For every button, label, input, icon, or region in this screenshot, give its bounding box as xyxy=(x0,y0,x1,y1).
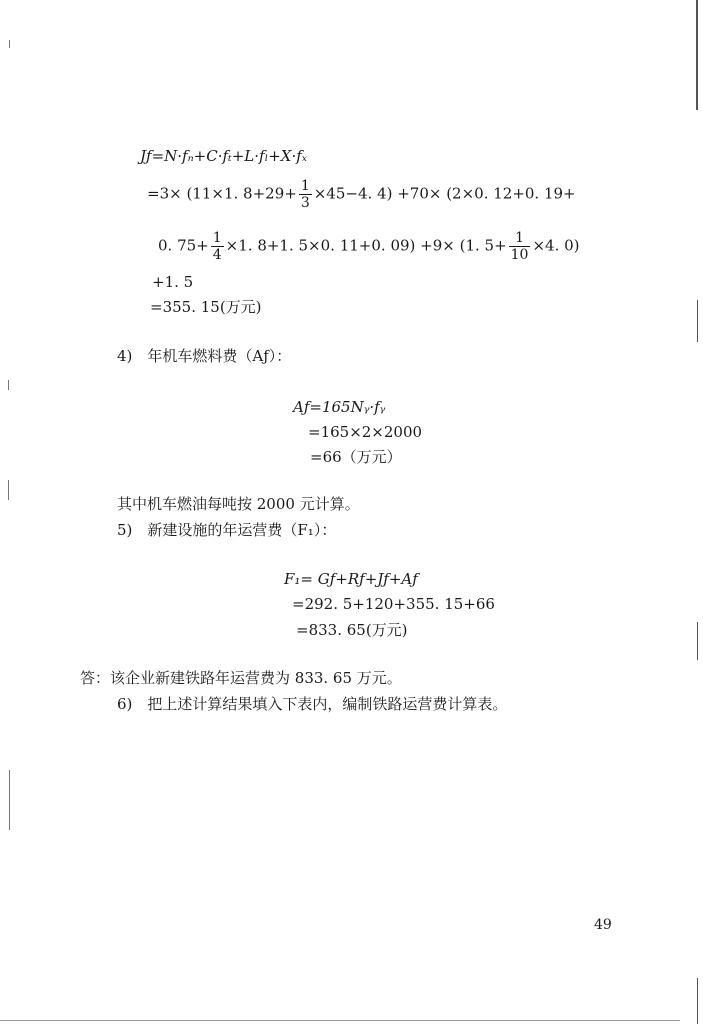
fraction-denominator: 10 xyxy=(510,247,529,263)
section-5-heading: 5) 新建设施的年运营费（F₁）： xyxy=(117,521,337,539)
section-4-step: =165×2×2000 xyxy=(308,423,423,441)
jf-line2-mid: ×1. 8+1. 5×0. 11+0. 09) +9× (1. 5+ xyxy=(225,236,507,255)
scan-edge-mark xyxy=(697,622,698,660)
section-4-result: =66（万元） xyxy=(310,448,402,466)
scan-speck xyxy=(8,480,9,500)
item-6-text: 6) 把上述计算结果填入下表内，编制铁路运营费计算表。 xyxy=(117,695,508,713)
fraction-one-quarter xyxy=(211,230,224,263)
section-5-result: =833. 65(万元) xyxy=(296,621,408,639)
page-number: 49 xyxy=(594,917,612,933)
jf-line1-post: ×45−4. 4) +70× (2×0. 12+0. 19+ xyxy=(313,184,576,203)
jf-result: =355. 15(万元) xyxy=(150,298,262,316)
section-4-formula: Aƒ=165Nᵧ·fᵧ xyxy=(293,398,386,416)
section-4-heading: 4) 年机车燃料费（Aƒ）： xyxy=(117,347,292,365)
scan-speck xyxy=(9,40,10,48)
fraction-denominator: 3 xyxy=(300,195,310,211)
fraction-numerator: 1 xyxy=(212,230,222,246)
jf-line2-pre: 0. 75+ xyxy=(158,236,209,255)
jf-line2-post: ×4. 0) xyxy=(532,236,580,255)
fraction-one-third xyxy=(299,178,312,211)
jf-formula: Jƒ=N·fₙ+C·fₜ+L·fₗ+X·fₓ xyxy=(140,147,308,165)
scan-speck xyxy=(8,380,9,390)
section-5-step: =292. 5+120+355. 15+66 xyxy=(292,595,495,613)
jf-expansion-line-1 xyxy=(147,178,576,211)
fraction-one-tenth xyxy=(509,230,531,263)
section-5-formula: F₁= Gƒ+Rƒ+Jƒ+Aƒ xyxy=(284,570,418,588)
answer-text: 答：该企业新建铁路年运营费为 833. 65 万元。 xyxy=(80,669,402,687)
fraction-numerator: 1 xyxy=(509,230,531,247)
section-4-note: 其中机车燃油每吨按 2000 元计算。 xyxy=(117,495,360,513)
jf-expansion-line-2 xyxy=(158,230,580,263)
fraction-denominator: 4 xyxy=(212,247,222,263)
scan-speck xyxy=(9,770,10,830)
scan-edge-mark xyxy=(696,0,698,110)
scan-edge-mark xyxy=(697,300,698,342)
scan-bottom-edge xyxy=(0,1020,680,1021)
jf-line1-pre: =3× (11×1. 8+29+ xyxy=(147,184,297,203)
jf-expansion-line-3: +1. 5 xyxy=(152,273,194,291)
scan-edge-mark xyxy=(697,978,698,1024)
fraction-numerator: 1 xyxy=(300,178,310,194)
